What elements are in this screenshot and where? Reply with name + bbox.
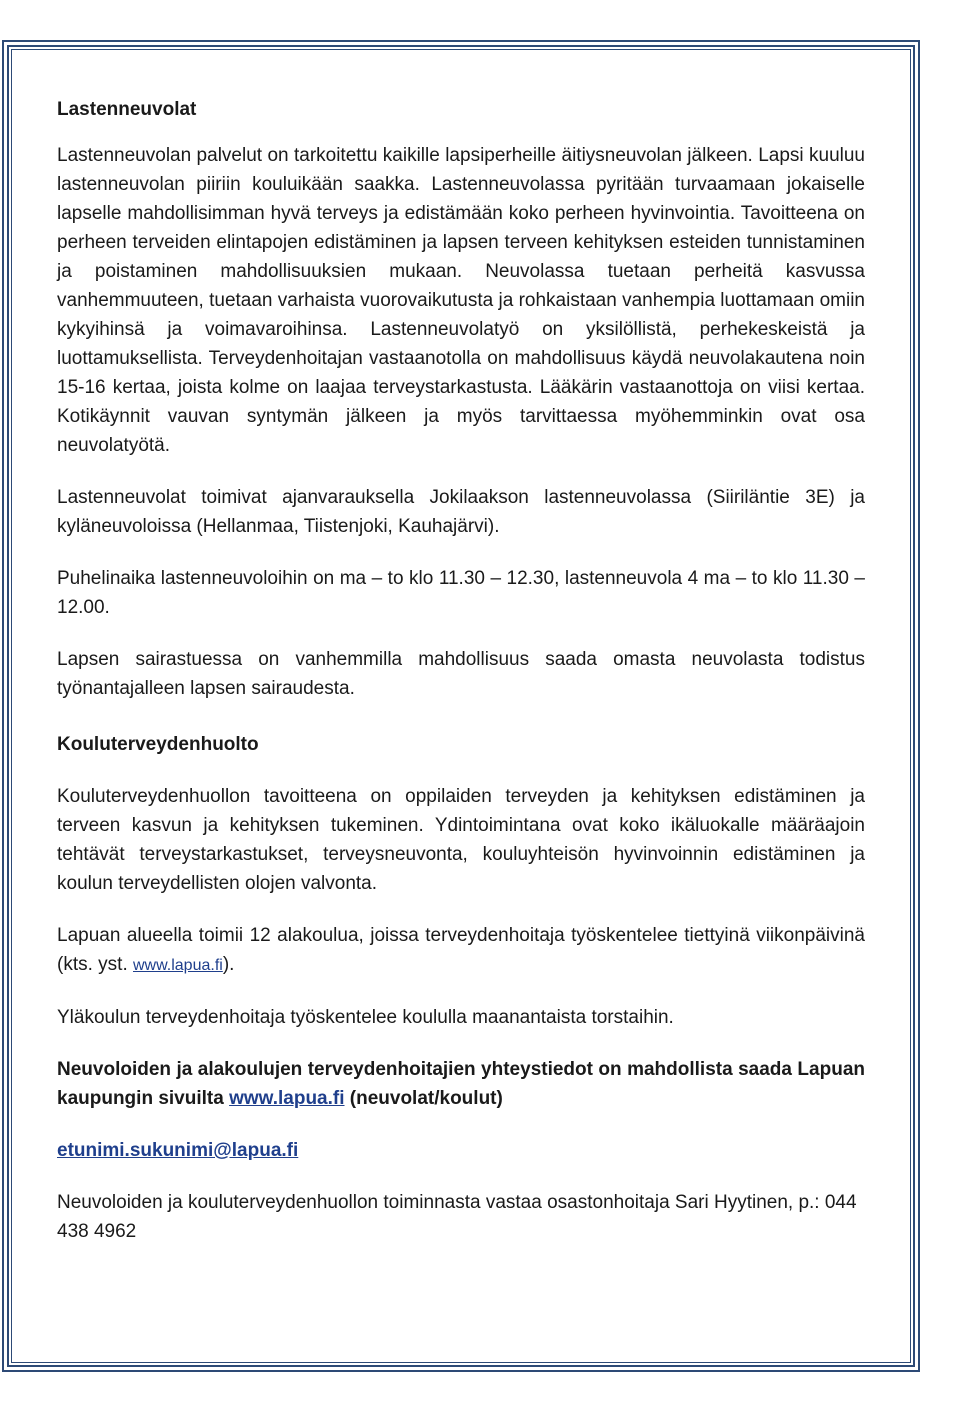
contact-info-text-end: (neuvolat/koulut) [344,1088,503,1109]
paragraph-responsible-person: Neuvoloiden ja kouluterveydenhuollon toiminnasta vastaa osastonhoitaja Sari Hyytinen, p.: 044 438 4962 [57,1192,857,1242]
section-lastenneuvolat [57,95,865,703]
paragraph-phone-hours: Puhelinaika lastenneuvoloihin on ma – to klo 11.30 – 12.30, lastenneuvola 4 ma – to klo 11.30 – 12.00. [57,568,865,618]
paragraph-secondary-school: Yläkoulun terveydenhoitaja työskentelee koululla maanantaista torstaihin. [57,1007,674,1028]
document-content [57,95,865,1246]
lapua-link[interactable]: www.lapua.fi [229,1088,345,1109]
section-kouluterveydenhuolto [57,730,865,1246]
paragraph-sick-child-certificate: Lapsen sairastuessa on vanhemmilla mahdollisuus saada omasta neuvolasta todistus työnantajalleen lapsen sairaudesta. [57,649,865,699]
heading-kouluterveydenhuolto: Kouluterveydenhuolto [57,734,259,755]
paragraph-primary-schools [57,921,865,980]
email-link[interactable]: etunimi.sukunimi@lapua.fi [57,1140,299,1161]
lapua-link-small[interactable]: www.lapua.fi [133,957,223,974]
paragraph-contact-info [57,1055,865,1113]
contact-info-text: Neuvoloiden ja alakoulujen terveydenhoitajien yhteystiedot on mahdollista saada Lapuan kaupungin sivuilta [57,1059,865,1109]
primary-schools-text-end: ). [222,954,235,975]
heading-lastenneuvolat: Lastenneuvolat [57,99,197,120]
primary-schools-text: Lapuan alueella toimii 12 alakoulua, joissa terveydenhoitaja työskentelee tiettyinä viikonpäivinä (kts. yst. [57,925,865,975]
paragraph-kouluterveydenhuolto-goals: Kouluterveydenhuollon tavoitteena on oppilaiden terveyden ja kehityksen edistäminen ja terveen kasvun ja kehityksen tukeminen. Ydintoimintana ovat koko ikäluokalle määräajoin tehtävät terveystarkastukset, terveysneuvonta, kouluyhteisön hyvinvoinnin edistäminen ja koulun terveydellisten olojen valvonta. [57,786,865,894]
paragraph-lastenneuvolat-locations: Lastenneuvolat toimivat ajanvarauksella Jokilaakson lastenneuvolassa (Siiriläntie 3E) ja kyläneuvoloissa (Hellanmaa, Tiistenjoki, Kauhajärvi). [57,487,865,537]
paragraph-lastenneuvolat-intro: Lastenneuvolan palvelut on tarkoitettu kaikille lapsiperheille äitiysneuvolan jälkeen. Lapsi kuuluu lastenneuvolan piiriin kouluikään saakka. Lastenneuvolassa pyritään turvaamaan jokaiselle lapselle mahdollisimman hyvä terveys ja edistämään koko perheen hyvinvointia. Tavoitteena on perheen terveiden elintapojen edistäminen ja lapsen terveen kehityksen esteiden tunnistaminen ja poistaminen mahdollisuuksien mukaan. Neuvolassa tuetaan perheitä kasvussa vanhemmuuteen, tuetaan varhaista vuorovaikutusta ja rohkaistaan vanhempia luottamaan omiin kykyihinsä ja voimavaroihinsa. Lastenneuvolatyö on yksilöllistä, perhekeskeistä ja luottamuksellista. Terveydenhoitajan vastaanotolla on mahdollisuus käydä neuvolakautena noin 15-16 kertaa, joista kolme on laajaa terveystarkastusta. Lääkärin vastaanottoja on viisi kertaa. Kotikäynnit vauvan syntymän jälkeen ja myös tarvittaessa myöhemminkin ovat osa neuvolatyötä. [57,145,865,456]
paragraph-email [57,1136,865,1165]
